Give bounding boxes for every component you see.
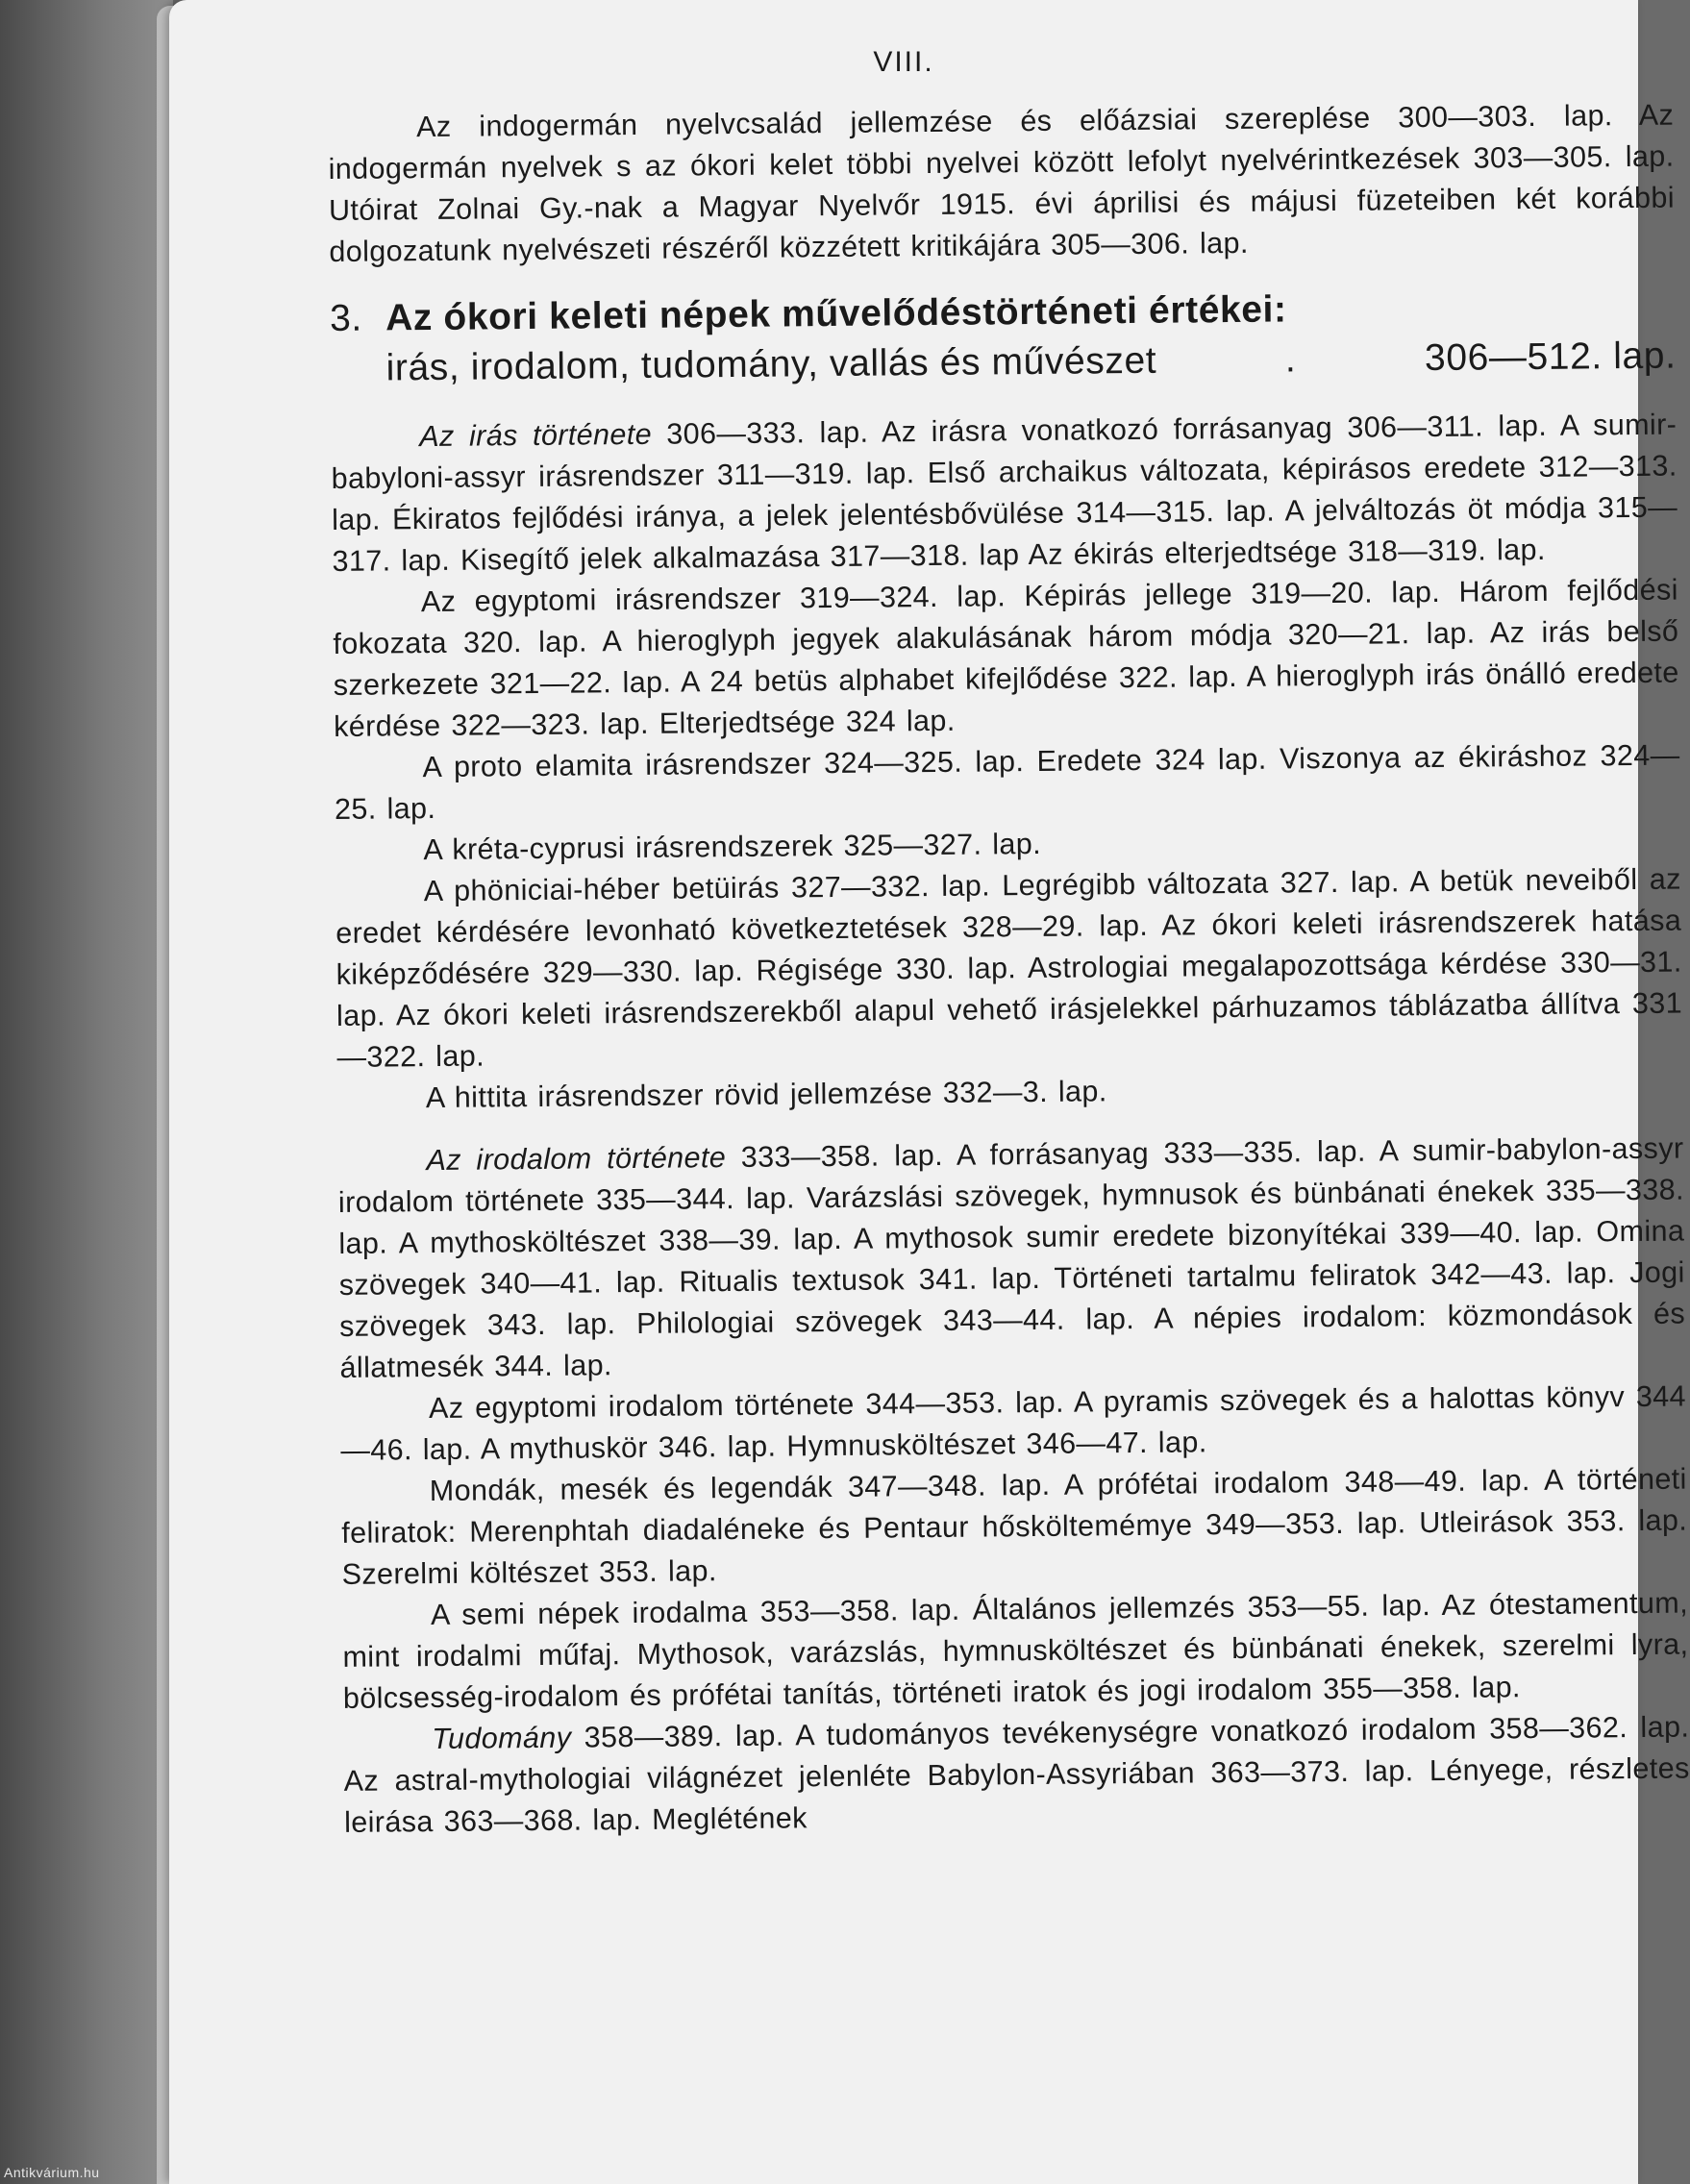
background-left — [0, 0, 173, 2184]
page-content — [328, 95, 1690, 1844]
section-heading — [330, 282, 1677, 394]
literature-p1-text: 333—358. lap. A forrásanyag 333—335. lap. A sumir-babylon-assyr irodalom története 335—344. lap. Varázslási szövegek, hymnusok és bünbánati énekek 335—338. lap. A mythosköltészet 338—39. lap. A mythosok sumir eredete bizonyítékai 339—40. lap. Omina szövegek 340—41. lap. Ritualis textusok 341. lap. Történeti tartalmu feliratok 342—43. lap. Jogi szövegek 343. lap. Philologiai szövegek 343—44. lap. A népies irodalom: közmondások és állatmesék 344. lap. — [337, 1131, 1686, 1384]
page-number: VIII. — [873, 46, 934, 78]
watermark: Antikvárium.hu — [4, 2165, 100, 2180]
science-heading: Tudomány — [432, 1721, 572, 1756]
paragraph-phoenician-hebrew: A phöniciai-héber betüirás 327—332. lap. Legrégibb változata 327. lap. A betük neveiből az eredet kérdésére levonható következtetések 328—29. lap. Az ókori keleti irásrendszerek hatása kiképződésére 329—330. lap. Régisége 330. lap. Astrologiai megalapozottsága kérdése 330—31. lap. Az ókori keleti irásrendszerekből alapul vehető irásjelekkel párhuzamos táblázatba állítva 331—322. lap. — [336, 862, 1683, 1074]
paragraph-cretan-cypriot: A kréta-cyprusi irásrendszerek 325—327. lap. — [423, 827, 1042, 867]
paragraph-science — [343, 1706, 1690, 1843]
paragraph-semitic-literature: A semi népek irodalma 353—358. lap. Általános jellemzés 353—55. lap. Az ótestamentum, mint irodalmi műfaj. Mythosok, varázslás, hymnusköltészet és bünbánati énekek, szerelmi lyra, bölcsesség-irodalom és prófétai tanítás, történeti iratok és jogi irodalom 355—358. lap. — [342, 1586, 1689, 1715]
paragraph-writing-history — [331, 405, 1678, 583]
section-number: 3. — [329, 297, 363, 339]
paragraph-egyptian-writing: Az egyptomi irásrendszer 319—324. lap. Képirás jellege 319—20. lap. Három fejlődési fokozata 320. lap. A hieroglyph jegyek alakulásának három módja 320—21. lap. Az irás belső szerkezete 321—22. lap. A 24 betüs alphabet kifejlődése 322. lap. A hieroglyph irás önálló eredete kérdése 322—323. lap. Elterjedtsége 324 lap. — [333, 573, 1679, 743]
section-leader-dot: . — [1284, 338, 1297, 381]
section-title: Az ókori keleti népek művelődéstörténeti értékei: — [385, 288, 1287, 339]
section-heading-text — [385, 282, 1677, 394]
paragraph-indogerman: Az indogermán nyelvcsalád jellemzése és előázsiai szereplése 300—303. lap. Az indogermán nyelvek s az ókori kelet többi nyelvei között lefolyt nyelvérintkezések 303—305. lap. Utóirat Zolnai Gy.-nak a Magyar Nyelvőr 1915. évi áprilisi és májusi füzeteiben két korábbi dolgozatunk nyelvészeti részéről közzétett kritikájára 305—306. lap. — [328, 98, 1676, 268]
paragraph-proto-elamite: A proto elamita irásrendszer 324—325. lap. Eredete 324 lap. Viszonya az ékiráshoz 324—25. lap. — [334, 738, 1680, 826]
writing-heading: Az irás története — [419, 417, 653, 454]
writing-p1-text: 306—333. lap. Az irásra vonatkozó forrásanyag 306—311. lap. A sumir-babyloni-assyr irásrendszer 311—319. lap. Első archaikus változata, képirásos eredete 312—313. lap. Ékiratos fejlődési iránya, a jelek jelentésbővülése 314—315. lap. A jelváltozás öt módja 315—317. lap. Kisegítő jelek alkalmazása 317—318. lap Az ékirás elterjedtsége 318—319. lap. — [331, 408, 1678, 578]
section-page-range: 306—512. lap. — [1424, 335, 1677, 380]
literature-heading: Az irodalom története — [426, 1141, 727, 1178]
science-p1-text: 358—389. lap. A tudományos tevékenységre vonatkozó irodalom 358—362. lap. Az astral-mythologiai világnézet jelenléte Babylon-Assyriában 363—373. lap. Lényege, részletes leirása 363—368. lap. Meglétének — [343, 1710, 1690, 1839]
paragraph-literature-history — [337, 1129, 1685, 1389]
paragraph-legends: Mondák, mesék és legendák 347—348. lap. A prófétai irodalom 348—49. lap. A történeti feliratok: Merenphtah diadaléneke és Pentaur hősköltemémye 349—353. lap. Utleirások 353. lap. Szerelmi költészet 353. lap. — [341, 1462, 1688, 1591]
paragraph-egyptian-literature: Az egyptomi irodalom története 344—353. lap. A pyramis szövegek és a halottas könyv 344—46. lap. A mythuskör 346. lap. Hymnusköltészet 346—47. lap. — [340, 1379, 1687, 1467]
book-page — [169, 0, 1690, 2184]
section-subtitle: irás, irodalom, tudomány, vallás és művészet — [385, 339, 1157, 389]
paragraph-hittite: A hittita irásrendszer rövid jellemzése 332—3. lap. — [425, 1075, 1107, 1115]
